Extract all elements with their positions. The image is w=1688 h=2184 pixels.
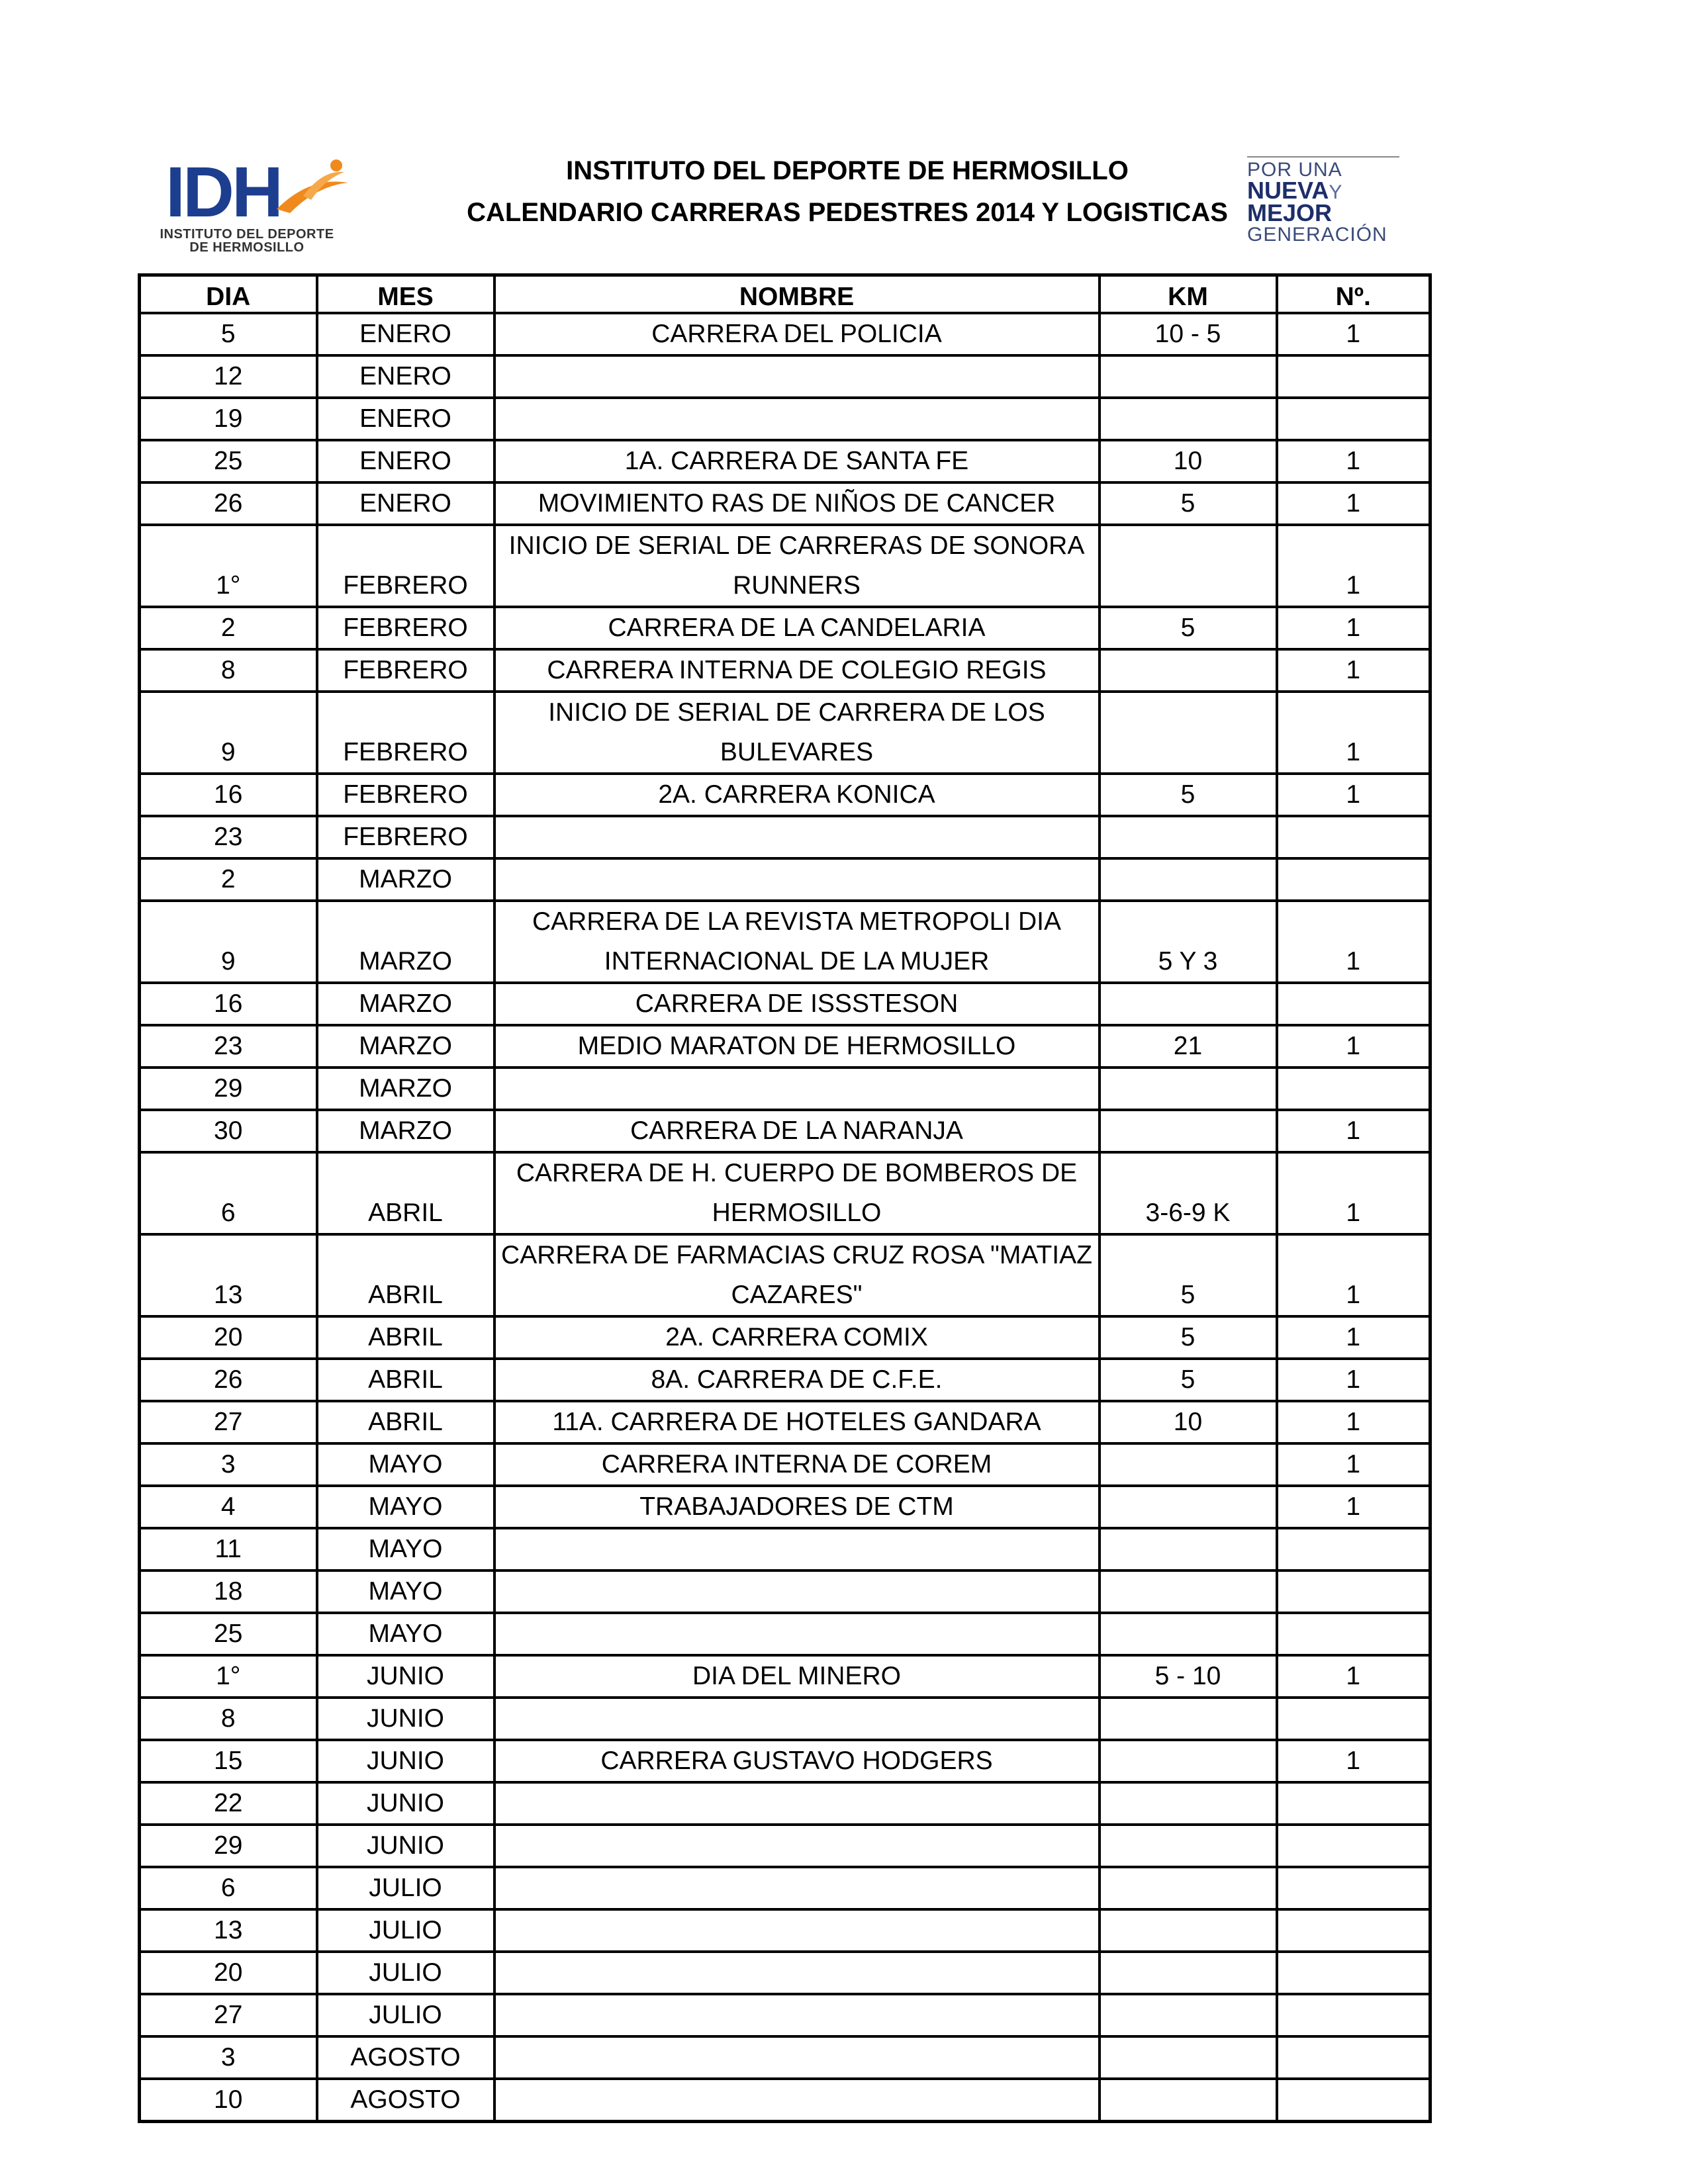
cell-nombre [494,1909,1100,1952]
cell-km [1100,355,1277,398]
table-row [140,2036,1430,2079]
cell-dia: 30 [140,1110,317,1152]
table-row [140,774,1430,816]
cell-mes: JUNIO [317,1782,494,1825]
cell-nombre: 2A. CARRERA COMIX [494,1316,1100,1359]
slogan-line2-y: Y [1329,181,1342,203]
table-row [140,440,1430,482]
cell-numero [1277,1782,1430,1825]
cell-dia: 25 [140,440,317,482]
cell-mes: MARZO [317,901,494,983]
cell-numero [1277,2036,1430,2079]
cell-mes: FEBRERO [317,692,494,774]
table-header-row [140,275,1430,314]
cell-mes: ENERO [317,398,494,440]
table-row [140,692,1430,774]
cell-mes: JULIO [317,1867,494,1909]
cell-numero: 1 [1277,1443,1430,1486]
cell-dia: 1° [140,1655,317,1698]
cell-km [1100,816,1277,858]
cell-numero [1277,1570,1430,1613]
column-header-nombre: NOMBRE [494,275,1100,314]
cell-km [1100,983,1277,1025]
cell-numero [1277,1698,1430,1740]
table-row [140,1025,1430,1068]
table-row [140,816,1430,858]
slogan-logo-rule [1247,156,1399,158]
cell-mes: MARZO [317,1068,494,1110]
table-row [140,1152,1430,1234]
cell-km [1100,1613,1277,1655]
cell-nombre: 2A. CARRERA KONICA [494,774,1100,816]
cell-nombre [494,1994,1100,2036]
cell-nombre: CARRERA DEL POLICIA [494,313,1100,355]
column-header-mes: MES [317,275,494,314]
cell-nombre [494,1613,1100,1655]
cell-nombre [494,1068,1100,1110]
cell-dia: 3 [140,1443,317,1486]
cell-mes: MARZO [317,1110,494,1152]
cell-mes: JUNIO [317,1740,494,1782]
slogan-line4: GENERACIÓN [1247,224,1387,246]
column-header-dia: DIA [140,275,317,314]
cell-nombre: INICIO DE SERIAL DE CARRERA DE LOS BULEVARES [494,692,1100,774]
table-row [140,1698,1430,1740]
idh-logo [144,154,350,253]
cell-nombre: CARRERA DE LA CANDELARIA [494,607,1100,649]
table-row [140,1867,1430,1909]
cell-km: 10 [1100,440,1277,482]
table-row [140,482,1430,525]
table-row [140,1068,1430,1110]
cell-km: 21 [1100,1025,1277,1068]
cell-mes: FEBRERO [317,774,494,816]
slogan-line3: MEJOR [1247,199,1333,226]
table-row [140,1234,1430,1316]
cell-dia: 2 [140,607,317,649]
table-row [140,313,1430,355]
table-row [140,2079,1430,2122]
cell-dia: 16 [140,774,317,816]
table-row [140,1782,1430,1825]
cell-numero: 1 [1277,1740,1430,1782]
table-row [140,901,1430,983]
cell-km [1100,2036,1277,2079]
cell-nombre: CARRERA DE H. CUERPO DE BOMBEROS DE HERMOSILLO [494,1152,1100,1234]
cell-km [1100,1528,1277,1570]
cell-nombre: CARRERA INTERNA DE COREM [494,1443,1100,1486]
cell-dia: 27 [140,1401,317,1443]
cell-numero: 1 [1277,607,1430,649]
cell-dia: 9 [140,901,317,983]
cell-numero: 1 [1277,774,1430,816]
cell-dia: 8 [140,649,317,692]
cell-mes: FEBRERO [317,525,494,607]
cell-km: 5 [1100,1316,1277,1359]
table-row [140,1359,1430,1401]
cell-nombre [494,858,1100,901]
cell-numero [1277,355,1430,398]
cell-km [1100,1867,1277,1909]
cell-km [1100,692,1277,774]
cell-km [1100,1068,1277,1110]
cell-numero [1277,1528,1430,1570]
table-row [140,1110,1430,1152]
cell-numero: 1 [1277,1110,1430,1152]
cell-dia: 6 [140,1867,317,1909]
cell-mes: ABRIL [317,1316,494,1359]
cell-nombre: TRABAJADORES DE CTM [494,1486,1100,1528]
cell-dia: 5 [140,313,317,355]
cell-km [1100,1110,1277,1152]
cell-mes: AGOSTO [317,2036,494,2079]
cell-mes: JULIO [317,1952,494,1994]
cell-km [1100,1994,1277,2036]
table-row [140,1655,1430,1698]
cell-mes: MARZO [317,858,494,901]
cell-mes: MAYO [317,1613,494,1655]
cell-nombre [494,2036,1100,2079]
cell-dia: 8 [140,1698,317,1740]
slogan-line2-word: NUEVA [1247,177,1329,204]
cell-numero [1277,1867,1430,1909]
table-row [140,649,1430,692]
table-row [140,355,1430,398]
cell-numero [1277,1994,1430,2036]
cell-dia: 15 [140,1740,317,1782]
cell-mes: MAYO [317,1570,494,1613]
cell-nombre [494,1570,1100,1613]
cell-dia: 23 [140,816,317,858]
slogan-line1: POR UNA [1247,159,1342,181]
cell-km: 10 [1100,1401,1277,1443]
cell-dia: 27 [140,1994,317,2036]
cell-mes: ENERO [317,482,494,525]
cell-dia: 23 [140,1025,317,1068]
cell-numero [1277,816,1430,858]
cell-km [1100,1486,1277,1528]
cell-mes: MARZO [317,1025,494,1068]
cell-dia: 1° [140,525,317,607]
cell-numero: 1 [1277,1316,1430,1359]
cell-numero [1277,1909,1430,1952]
cell-numero: 1 [1277,649,1430,692]
cell-mes: JUNIO [317,1825,494,1867]
cell-km: 5 Y 3 [1100,901,1277,983]
cell-nombre: CARRERA DE FARMACIAS CRUZ ROSA "MATIAZ CAZARES" [494,1234,1100,1316]
cell-km [1100,649,1277,692]
table-row [140,525,1430,607]
cell-nombre [494,2079,1100,2122]
cell-km: 5 [1100,774,1277,816]
table-row [140,1443,1430,1486]
cell-mes: MARZO [317,983,494,1025]
cell-mes: ABRIL [317,1152,494,1234]
cell-numero: 1 [1277,1025,1430,1068]
cell-dia: 6 [140,1152,317,1234]
cell-nombre [494,1528,1100,1570]
cell-nombre: CARRERA INTERNA DE COLEGIO REGIS [494,649,1100,692]
cell-numero [1277,1068,1430,1110]
cell-nombre: CARRERA DE LA NARANJA [494,1110,1100,1152]
cell-numero [1277,1613,1430,1655]
cell-dia: 26 [140,1359,317,1401]
cell-nombre [494,398,1100,440]
cell-mes: ABRIL [317,1359,494,1401]
cell-dia: 10 [140,2079,317,2122]
cell-km [1100,398,1277,440]
cell-km: 10 - 5 [1100,313,1277,355]
table-row [140,1825,1430,1867]
cell-nombre [494,1952,1100,1994]
cell-numero: 1 [1277,1486,1430,1528]
cell-numero: 1 [1277,1655,1430,1698]
table-row [140,1994,1430,2036]
table-row [140,1528,1430,1570]
cell-numero [1277,2079,1430,2122]
cell-km [1100,1570,1277,1613]
cell-mes: FEBRERO [317,607,494,649]
cell-km [1100,525,1277,607]
cell-dia: 3 [140,2036,317,2079]
cell-mes: MAYO [317,1443,494,1486]
cell-mes: FEBRERO [317,816,494,858]
cell-nombre: MOVIMIENTO RAS DE NIÑOS DE CANCER [494,482,1100,525]
cell-numero [1277,983,1430,1025]
cell-nombre: 1A. CARRERA DE SANTA FE [494,440,1100,482]
cell-mes: ABRIL [317,1234,494,1316]
cell-nombre: CARRERA DE ISSSTESON [494,983,1100,1025]
cell-dia: 13 [140,1909,317,1952]
cell-mes: JULIO [317,1909,494,1952]
cell-km [1100,1740,1277,1782]
cell-dia: 19 [140,398,317,440]
cell-numero: 1 [1277,482,1430,525]
cell-dia: 29 [140,1825,317,1867]
cell-dia: 26 [140,482,317,525]
cell-nombre [494,1825,1100,1867]
cell-numero: 1 [1277,901,1430,983]
cell-dia: 12 [140,355,317,398]
cell-mes: ENERO [317,313,494,355]
cell-dia: 9 [140,692,317,774]
cell-mes: ENERO [317,355,494,398]
cell-dia: 20 [140,1952,317,1994]
idh-logo-caption-line2: DE HERMOSILLO [189,240,305,255]
table-row [140,607,1430,649]
cell-mes: ABRIL [317,1401,494,1443]
cell-dia: 22 [140,1782,317,1825]
table-row [140,1486,1430,1528]
column-header-numero: Nº. [1277,275,1430,314]
cell-nombre: INICIO DE SERIAL DE CARRERAS DE SONORA RUNNERS [494,525,1100,607]
cell-nombre: CARRERA GUSTAVO HODGERS [494,1740,1100,1782]
cell-km: 5 - 10 [1100,1655,1277,1698]
cell-mes: JUNIO [317,1698,494,1740]
table-row [140,1316,1430,1359]
cell-nombre [494,355,1100,398]
cell-numero: 1 [1277,1234,1430,1316]
cell-mes: JULIO [317,1994,494,2036]
cell-dia: 18 [140,1570,317,1613]
cell-numero: 1 [1277,1401,1430,1443]
table-row [140,1740,1430,1782]
cell-km: 5 [1100,1234,1277,1316]
idh-logo-caption [144,228,350,254]
cell-numero: 1 [1277,1152,1430,1234]
cell-numero: 1 [1277,313,1430,355]
cell-km: 5 [1100,1359,1277,1401]
cell-numero: 1 [1277,1359,1430,1401]
cell-numero [1277,1825,1430,1867]
cell-mes: ENERO [317,440,494,482]
cell-dia: 2 [140,858,317,901]
table-row [140,1909,1430,1952]
cell-km [1100,1698,1277,1740]
cell-numero: 1 [1277,440,1430,482]
document-title: INSTITUTO DEL DEPORTE DE HERMOSILLO [566,156,1129,185]
cell-km [1100,1782,1277,1825]
cell-km [1100,858,1277,901]
cell-km: 3-6-9 K [1100,1152,1277,1234]
cell-numero [1277,1952,1430,1994]
column-header-km: KM [1100,275,1277,314]
cell-dia: 13 [140,1234,317,1316]
cell-km [1100,1909,1277,1952]
document-subtitle: CALENDARIO CARRERAS PEDESTRES 2014 Y LOGISTICAS [467,198,1228,227]
cell-km [1100,1443,1277,1486]
cell-dia: 16 [140,983,317,1025]
table-row [140,1570,1430,1613]
race-calendar-table [138,273,1432,2123]
table-row [140,1952,1430,1994]
cell-numero [1277,398,1430,440]
cell-nombre: 8A. CARRERA DE C.F.E. [494,1359,1100,1401]
table-row [140,858,1430,901]
cell-nombre [494,1782,1100,1825]
cell-nombre: DIA DEL MINERO [494,1655,1100,1698]
cell-mes: MAYO [317,1528,494,1570]
table-row [140,398,1430,440]
cell-km: 5 [1100,607,1277,649]
cell-numero [1277,858,1430,901]
cell-mes: JUNIO [317,1655,494,1698]
cell-numero: 1 [1277,692,1430,774]
idh-logo-letters: IDH [165,152,281,232]
cell-mes: MAYO [317,1486,494,1528]
table-row [140,983,1430,1025]
cell-dia: 20 [140,1316,317,1359]
cell-mes: AGOSTO [317,2079,494,2122]
table-row [140,1401,1430,1443]
cell-nombre [494,1698,1100,1740]
cell-dia: 11 [140,1528,317,1570]
cell-km [1100,1952,1277,1994]
cell-dia: 25 [140,1613,317,1655]
cell-km: 5 [1100,482,1277,525]
cell-nombre [494,816,1100,858]
cell-nombre: CARRERA DE LA REVISTA METROPOLI DIA INTERNACIONAL DE LA MUJER [494,901,1100,983]
cell-nombre: MEDIO MARATON DE HERMOSILLO [494,1025,1100,1068]
cell-dia: 4 [140,1486,317,1528]
table-row [140,1613,1430,1655]
cell-nombre: 11A. CARRERA DE HOTELES GANDARA [494,1401,1100,1443]
idh-logo-caption-line1: INSTITUTO DEL DEPORTE [160,227,334,242]
cell-dia: 29 [140,1068,317,1110]
cell-numero: 1 [1277,525,1430,607]
cell-mes: FEBRERO [317,649,494,692]
cell-nombre [494,1867,1100,1909]
cell-km [1100,2079,1277,2122]
runner-swoosh-icon [270,156,356,216]
slogan-logo [1247,156,1406,249]
cell-km [1100,1825,1277,1867]
